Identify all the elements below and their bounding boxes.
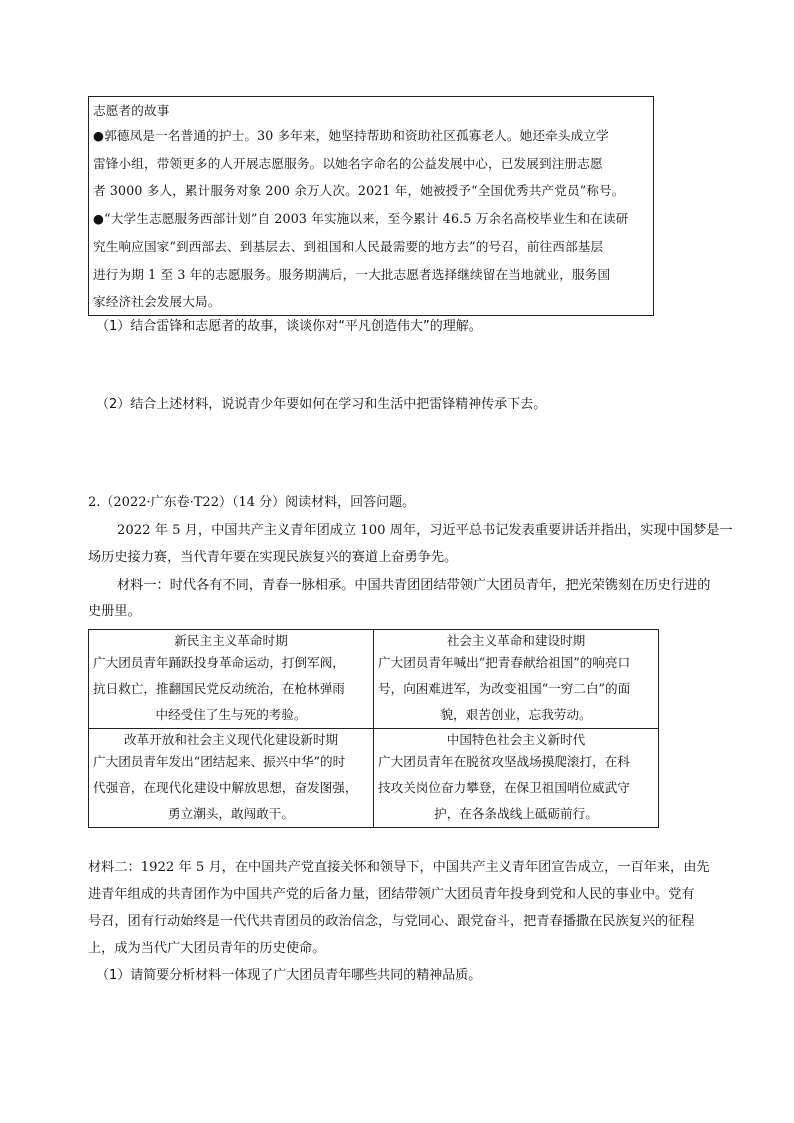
volunteer-box-line: ●郭德凤是一名普通的护士。30 多年来，她坚持帮助和资助社区孤寡老人。她还牵头成立学	[93, 128, 609, 143]
era-title: 社会主义革命和建设时期	[446, 633, 586, 648]
material-1-line: 史册里。	[88, 604, 141, 619]
era-text-line: 护，在各条战线上砥砺前行。	[434, 806, 598, 821]
era-text-line: 技攻关岗位奋力攀登，在保卫祖国哨位威武守	[378, 780, 630, 795]
era-text-line: 广大团员青年踊跃投身革命运动，打倒军阀，	[93, 655, 345, 670]
q2-intro-line: 2022 年 5 月，中国共产主义青年团成立 100 周年，习近平总书记发表重要讲话并指出，实现中国梦是一	[117, 523, 733, 538]
era-cell	[374, 729, 659, 828]
era-text-line: 勇立潮头，敢闯敢干。	[168, 806, 294, 821]
era-title: 新民主主义革命时期	[174, 633, 288, 648]
era-text-line: 貌，艰苦创业，忘我劳动。	[440, 707, 592, 722]
volunteer-box-line: 究生响应国家“到西部去、到基层去、到祖国和人民最需要的地方去”的号召，前往西部基层	[93, 239, 604, 254]
era-cell	[89, 729, 374, 828]
volunteer-box-title: 志愿者的故事	[93, 103, 170, 118]
era-text-line: 中经受住了生与死的考验。	[155, 707, 307, 722]
era-title: 中国特色社会主义新时代	[446, 732, 586, 747]
volunteer-box-line: 家经济社会发展大局。	[93, 294, 221, 309]
volunteer-story-box	[88, 96, 654, 316]
material-1-line: 材料一：时代各有不同，青春一脉相承。中国共青团团结带领广大团员青年，把光荣镌刻在历史行进的	[117, 578, 711, 593]
era-text-line: 广大团员青年发出“团结起来、振兴中华”的时	[93, 754, 346, 769]
era-table	[88, 629, 659, 828]
era-text-line: 代强音，在现代化建设中解放思想，奋发图强，	[93, 780, 358, 795]
material-2-line: 号召，团有行动始终是一代代共青团员的政治信念，与党同心、跟党奋斗，把青春播撒在民族复兴的征程	[88, 914, 695, 929]
era-cell	[89, 630, 374, 729]
q2-intro-line: 场历史接力赛，当代青年要在实现民族复兴的赛道上奋勇争先。	[88, 550, 458, 565]
era-text-line: 广大团员青年在脱贫攻坚战场摸爬滚打，在科	[378, 754, 630, 769]
era-text-line: 抗日救亡，推翻国民党反动统治，在枪林弹雨	[93, 681, 345, 696]
material-2-line: 进青年组成的共青团作为中国共产党的后备力量，团结带领广大团员青年投身到党和人民的事业中。党有	[88, 887, 695, 902]
era-text-line: 号，向困难进军，为改变祖国“一穷二白”的面	[378, 681, 631, 696]
era-cell	[374, 630, 659, 729]
volunteer-box-line: 者 3000 多人，累计服务对象 200 余万人次。2021 年，她被授予“全国优秀共产党员”称号。	[93, 183, 625, 198]
volunteer-box-line: ●“大学生志愿服务西部计划”自 2003 年实施以来，至今累计 46.5 万余名高校毕业生和在读研	[93, 211, 629, 226]
material-2-line: 上，成为当代广大团员青年的历史使命。	[88, 941, 326, 956]
question-2-1: （1）请简要分析材料一体现了广大团员青年哪些共同的精神品质。	[96, 968, 482, 983]
question-2-header: 2.（2022·广东卷·T22）（14 分）阅读材料，回答问题。	[88, 495, 416, 510]
volunteer-box-line: 雷锋小组，带领更多的人开展志愿服务。以她名字命名的公益发展中心，已发展到注册志愿	[93, 156, 603, 171]
volunteer-box-line: 进行为期 1 至 3 年的志愿服务。服务期满后，一大批志愿者选择继续留在当地就业，服务国	[93, 267, 611, 282]
era-text-line: 广大团员青年喊出“把青春献给祖国”的响亮口	[378, 655, 631, 670]
question-1-2: （2）结合上述材料，说说青少年要如何在学习和生活中把雷锋精神传承下去。	[96, 397, 547, 412]
material-2-line: 材料二：1922 年 5 月，在中国共产党直接关怀和领导下，中国共产主义青年团宣告成立，一百年来，由先	[88, 860, 710, 875]
question-1-1: （1）结合雷锋和志愿者的故事，谈谈你对“平凡创造伟大”的理解。	[96, 319, 482, 334]
era-title: 改革开放和社会主义现代化建设新时期	[123, 732, 339, 747]
